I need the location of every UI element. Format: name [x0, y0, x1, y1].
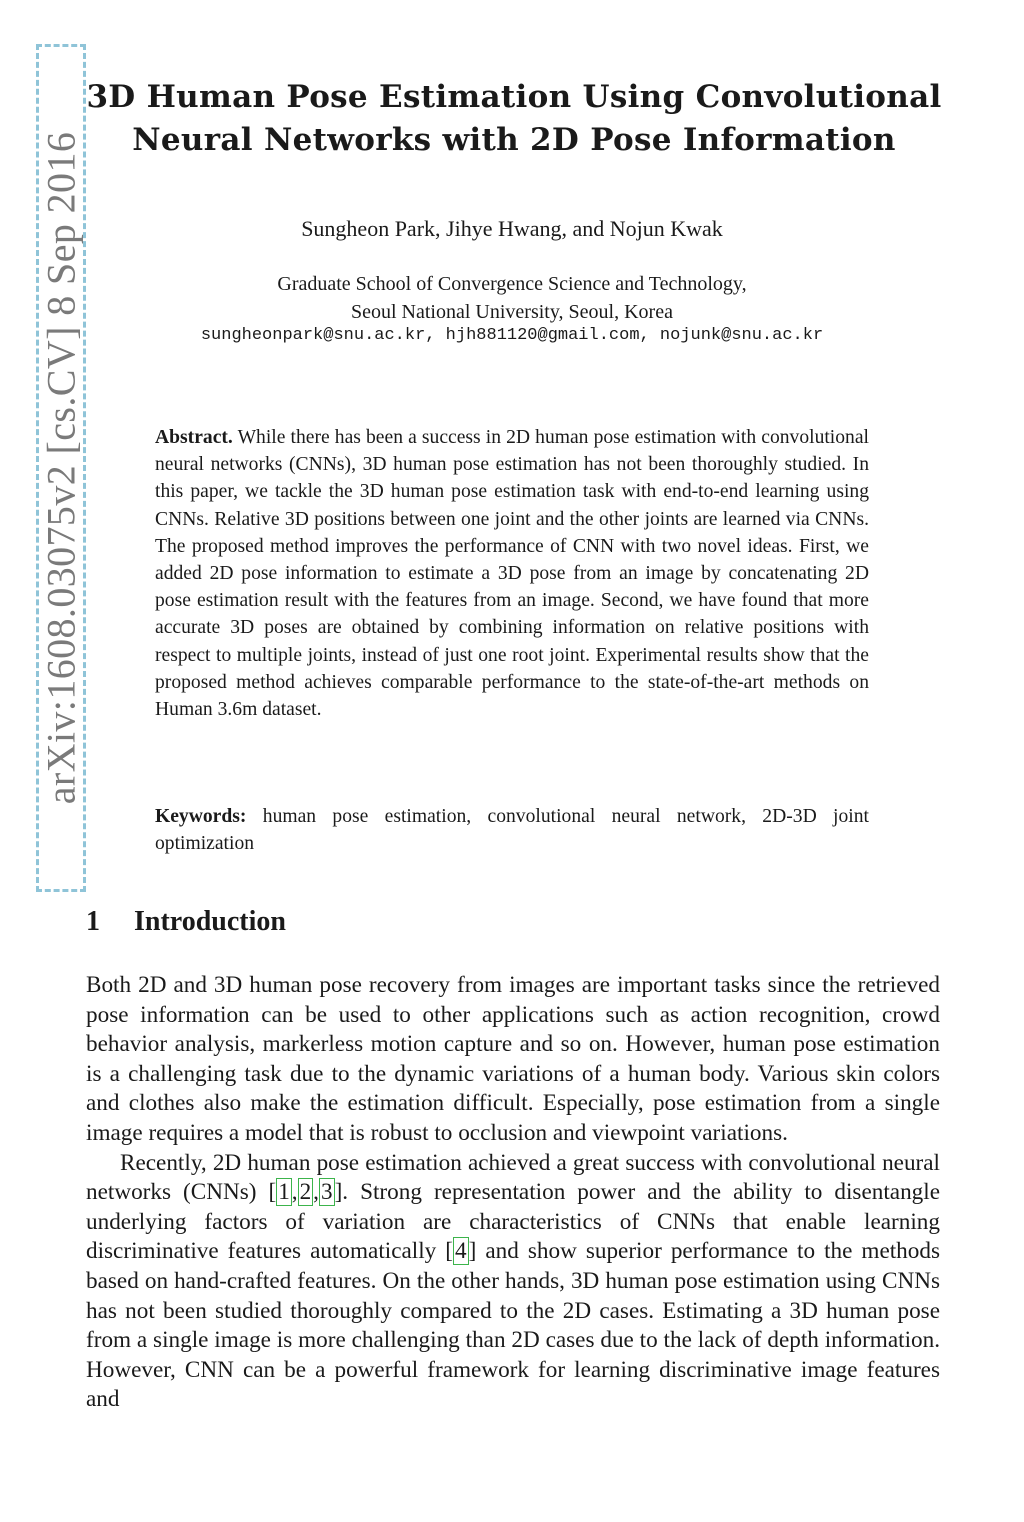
- authors: Sungheon Park, Jihye Hwang, and Nojun Kwak: [301, 216, 723, 241]
- citation-link-2[interactable]: 2: [299, 1179, 312, 1206]
- section-number: 1: [86, 906, 100, 937]
- intro-p2-part-2: ]. Strong representation power and the ability to disentangle underlying factors of variation are characteristics of CNNs that enable learning discriminative features automatically [: [86, 1179, 940, 1265]
- affiliation-line-2: Seoul National University, Seoul, Korea: [351, 301, 673, 323]
- abstract: [155, 424, 869, 723]
- citation-link-4[interactable]: 4: [455, 1238, 467, 1265]
- abstract-text: While there has been a success in 2D human pose estimation with convolutional neural networks (CNNs), 3D human pose estimation has not been thoroughly studied. In this paper, we tackle the 3D human pose estimation task with end-to-end learning using CNNs. Relative 3D positions between one joint and the other joints are learned via CNNs. The proposed method improves the performance of CNN with two novel ideas. First, we added 2D pose information to estimate a 3D pose from an image by concatenating 2D pose estimation result with the features from an image. Second, we have found that more accurate 3D poses are obtained by combining information on relative positions with respect to multiple joints, instead of just one root joint. Experimental results show that the proposed method achieves comparable performance to the state-of-the-art methods on Human 3.6m dataset.: [155, 427, 869, 721]
- intro-p2-part-3: ] and show superior performance to the methods based on hand-crafted features. On the other hands, 3D human pose estimation using CNNs has not been studied thoroughly compared to the 2D cases. Estimating a 3D human pose from a single image is more challenging than 2D cases due to the lack of depth information. However, CNN can be a powerful framework for learning discriminative image features and: [86, 1238, 940, 1413]
- intro-paragraph-1: Both 2D and 3D human pose recovery from images are important tasks since the retrieved pose information can be used to other applications such as action recognition, crowd behavior analysis, markerless motion capture and so on. However, human pose estimation is a challenging task due to the dynamic variations of a human body. Various skin colors and clothes also make the estimation difficult. Especially, pose estimation from a single image requires a model that is robust to occlusion and viewpoint variations.: [86, 972, 940, 1146]
- citation-link-1[interactable]: 1: [278, 1179, 290, 1206]
- keywords-text: human pose estimation, convolutional neural network, 2D-3D joint optimization: [155, 806, 869, 855]
- affiliation: [84, 270, 940, 326]
- section-title: Introduction: [134, 906, 286, 937]
- affiliation-line-1: Graduate School of Convergence Science and Technology,: [277, 273, 747, 295]
- keywords: [155, 803, 869, 857]
- author-emails: sungheonpark@snu.ac.kr, hjh881120@gmail.com, nojunk@snu.ac.kr: [200, 326, 824, 345]
- citation-link-3[interactable]: 3: [320, 1179, 333, 1206]
- intro-paragraph-2: Recently, 2D human pose estimation achieved a great success with convolutional neural networks (CNNs) [1,2,3]. Strong representation power and the ability to disentangle underlying factors of variation are characteristics of CNNs that enable learning discriminative features automatically [4] and show superior performance to the methods based on hand-crafted features. On the other hands, 3D human pose estimation using CNNs has not been studied thoroughly compared to the 2D cases. Estimating a 3D human pose from a single image is more challenging than 2D cases due to the lack of depth information. However, CNN can be a powerful framework for learning discriminative image features and: [86, 1149, 940, 1413]
- arxiv-stamp: arXiv:1608.03075v2 [cs.CV] 8 Sep 2016: [38, 131, 84, 805]
- section-heading: [86, 906, 286, 938]
- abstract-label: Abstract.: [155, 427, 233, 448]
- keywords-label: Keywords:: [155, 806, 247, 827]
- paper-title: 3D Human Pose Estimation Using Convolutional Neural Networks with 2D Pose Information: [86, 79, 942, 158]
- intro-p2-part-1: Recently, 2D human pose estimation achieved a great success with convolutional neural networks (CNNs) [: [86, 1149, 940, 1206]
- introduction-body: [86, 971, 940, 1415]
